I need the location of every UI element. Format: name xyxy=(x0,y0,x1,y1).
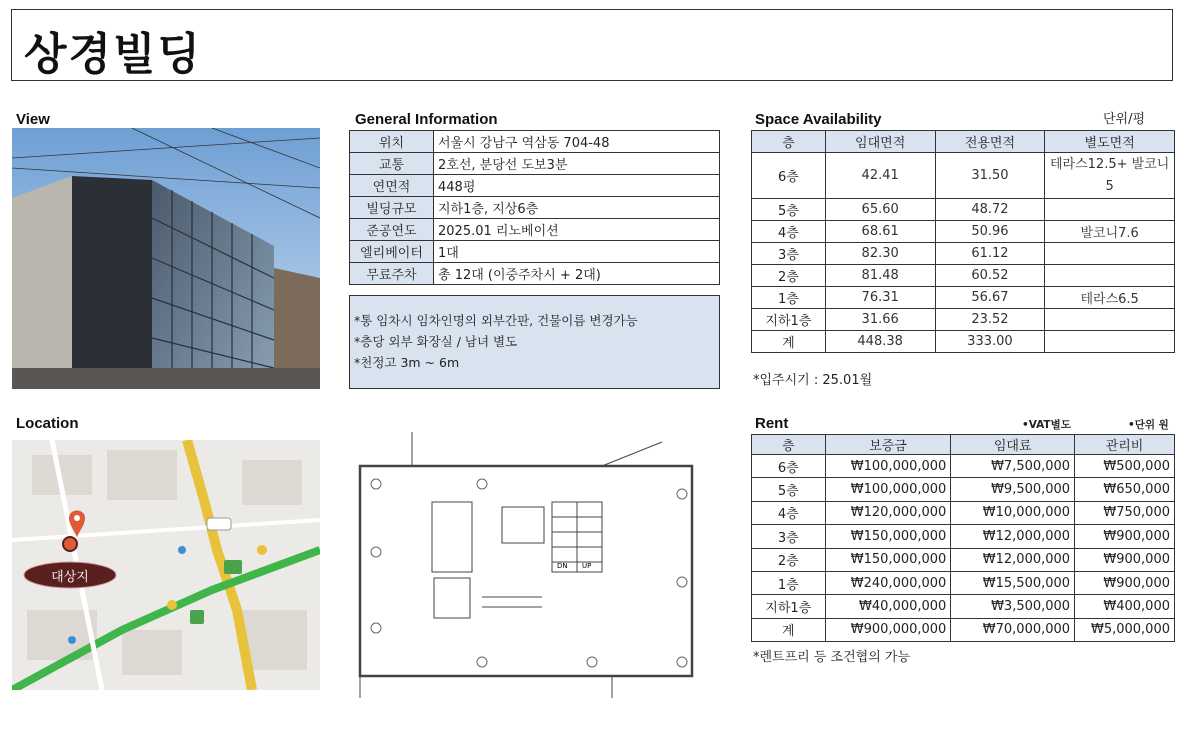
table-cell: 1층 xyxy=(752,287,826,309)
info-value: 총 12대 (이중주차시 + 2대) xyxy=(434,263,720,285)
table-row xyxy=(752,287,1175,309)
table-cell: 발코니7.6 xyxy=(1045,221,1175,243)
info-key: 교통 xyxy=(350,153,434,175)
table-cell: 3층 xyxy=(752,525,826,548)
table-row xyxy=(752,455,1175,478)
rent-footnote: *렌트프리 등 조건협의 가능 xyxy=(753,650,911,665)
table-cell xyxy=(1045,199,1175,221)
table-cell: 5층 xyxy=(752,199,826,221)
table-cell: 56.67 xyxy=(935,287,1045,309)
table-row xyxy=(350,175,720,197)
table-row xyxy=(752,525,1175,548)
table-cell: 6층 xyxy=(752,455,826,478)
table-cell: ₩15,500,000 xyxy=(951,571,1075,594)
general-info-table xyxy=(349,130,720,285)
table-cell: ₩900,000 xyxy=(1075,525,1175,548)
table-cell: 31.50 xyxy=(935,153,1045,199)
table-cell: ₩100,000,000 xyxy=(825,478,951,501)
info-key: 위치 xyxy=(350,131,434,153)
table-cell: 지하1층 xyxy=(752,595,826,618)
table-row xyxy=(752,221,1175,243)
table-cell: ₩500,000 xyxy=(1075,455,1175,478)
column-header: 임대료 xyxy=(951,435,1075,455)
location-heading: Location xyxy=(16,415,79,432)
table-row xyxy=(752,571,1175,594)
rent-unit-note: •단위 원 xyxy=(1128,419,1169,431)
column-header: 별도면적 xyxy=(1045,131,1175,153)
info-key: 연면적 xyxy=(350,175,434,197)
table-row xyxy=(350,153,720,175)
table-cell: 6층 xyxy=(752,153,826,199)
column-header: 임대면적 xyxy=(825,131,935,153)
table-row xyxy=(350,241,720,263)
table-cell: ₩900,000,000 xyxy=(825,618,951,641)
table-cell: ₩650,000 xyxy=(1075,478,1175,501)
table-cell: ₩900,000 xyxy=(1075,548,1175,571)
table-cell: ₩750,000 xyxy=(1075,501,1175,524)
table-cell: ₩40,000,000 xyxy=(825,595,951,618)
info-value: 448평 xyxy=(434,175,720,197)
table-cell: ₩400,000 xyxy=(1075,595,1175,618)
table-row xyxy=(752,199,1175,221)
table-cell xyxy=(1045,331,1175,353)
table-row xyxy=(752,243,1175,265)
table-cell: 4층 xyxy=(752,221,826,243)
table-cell: 테라스12.5+ 발코니5 xyxy=(1045,153,1175,199)
notes-box xyxy=(349,295,720,389)
table-row xyxy=(752,153,1175,199)
table-cell xyxy=(1045,243,1175,265)
table-cell: 60.52 xyxy=(935,265,1045,287)
table-cell: ₩240,000,000 xyxy=(825,571,951,594)
table-row xyxy=(350,131,720,153)
table-cell: ₩7,500,000 xyxy=(951,455,1075,478)
table-cell: 31.66 xyxy=(825,309,935,331)
table-cell: 448.38 xyxy=(825,331,935,353)
table-cell: ₩9,500,000 xyxy=(951,478,1075,501)
table-cell: 333.00 xyxy=(935,331,1045,353)
table-cell: ₩150,000,000 xyxy=(825,525,951,548)
table-cell: 지하1층 xyxy=(752,309,826,331)
table-row xyxy=(752,595,1175,618)
note-line: *층당 외부 화장실 / 남녀 별도 xyxy=(354,334,518,349)
building-photo xyxy=(12,128,320,389)
table-cell: ₩120,000,000 xyxy=(825,501,951,524)
table-cell: ₩12,000,000 xyxy=(951,548,1075,571)
page-title: 상경빌딩 xyxy=(24,29,203,80)
space-table xyxy=(751,130,1175,353)
location-map xyxy=(12,440,320,690)
column-header: 보증금 xyxy=(825,435,951,455)
column-header: 층 xyxy=(752,435,826,455)
info-key: 준공연도 xyxy=(350,219,434,241)
info-value: 2025.01 리노베이션 xyxy=(434,219,720,241)
table-cell: 계 xyxy=(752,331,826,353)
table-cell: 4층 xyxy=(752,501,826,524)
table-cell: 61.12 xyxy=(935,243,1045,265)
table-row xyxy=(752,265,1175,287)
table-cell xyxy=(1045,309,1175,331)
table-cell: ₩5,000,000 xyxy=(1075,618,1175,641)
space-heading: Space Availability xyxy=(755,111,882,128)
column-header: 층 xyxy=(752,131,826,153)
table-cell: 2층 xyxy=(752,548,826,571)
table-cell xyxy=(1045,265,1175,287)
table-cell: 48.72 xyxy=(935,199,1045,221)
table-cell: ₩3,500,000 xyxy=(951,595,1075,618)
table-row xyxy=(350,197,720,219)
table-row xyxy=(752,331,1175,353)
dn-label: DN xyxy=(557,562,568,570)
table-cell: 42.41 xyxy=(825,153,935,199)
table-cell: ₩70,000,000 xyxy=(951,618,1075,641)
up-label: UP xyxy=(582,562,592,570)
table-cell: 1층 xyxy=(752,571,826,594)
space-unit: 단위/평 xyxy=(1103,112,1146,127)
table-row xyxy=(752,618,1175,641)
table-cell: 5층 xyxy=(752,478,826,501)
table-row xyxy=(350,219,720,241)
table-cell: 테라스6.5 xyxy=(1045,287,1175,309)
note-line: *천정고 3m ~ 6m xyxy=(354,355,460,370)
table-row xyxy=(752,309,1175,331)
table-cell: 82.30 xyxy=(825,243,935,265)
rent-table xyxy=(751,434,1175,642)
table-cell: 계 xyxy=(752,618,826,641)
floor-plan xyxy=(352,432,724,698)
info-value: 1대 xyxy=(434,241,720,263)
table-cell: 65.60 xyxy=(825,199,935,221)
table-cell: 81.48 xyxy=(825,265,935,287)
info-value: 지하1층, 지상6층 xyxy=(434,197,720,219)
target-marker-label: 대상지 xyxy=(51,570,89,585)
info-value: 서울시 강남구 역삼동 704-48 xyxy=(434,131,720,153)
info-key: 빌딩규모 xyxy=(350,197,434,219)
table-row xyxy=(752,478,1175,501)
column-header: 관리비 xyxy=(1075,435,1175,455)
table-cell: 68.61 xyxy=(825,221,935,243)
view-heading: View xyxy=(16,111,50,128)
table-cell: ₩150,000,000 xyxy=(825,548,951,571)
general-info-heading: General Information xyxy=(355,111,498,128)
note-line: *통 임차시 임차인명의 외부간판, 건물이름 변경가능 xyxy=(354,313,638,328)
table-row xyxy=(350,263,720,285)
table-cell: ₩12,000,000 xyxy=(951,525,1075,548)
table-cell: 2층 xyxy=(752,265,826,287)
space-footnote: *입주시기 : 25.01월 xyxy=(753,373,873,388)
title-box xyxy=(11,9,1173,81)
table-cell: ₩900,000 xyxy=(1075,571,1175,594)
table-cell: 50.96 xyxy=(935,221,1045,243)
table-row xyxy=(752,501,1175,524)
info-value: 2호선, 분당선 도보3분 xyxy=(434,153,720,175)
table-cell: ₩100,000,000 xyxy=(825,455,951,478)
column-header: 전용면적 xyxy=(935,131,1045,153)
rent-heading: Rent xyxy=(755,415,789,432)
table-row xyxy=(752,548,1175,571)
rent-vat-note: •VAT별도 xyxy=(1022,419,1071,431)
table-cell: 23.52 xyxy=(935,309,1045,331)
info-key: 무료주차 xyxy=(350,263,434,285)
info-key: 엘리베이터 xyxy=(350,241,434,263)
table-cell: ₩10,000,000 xyxy=(951,501,1075,524)
table-cell: 3층 xyxy=(752,243,826,265)
table-cell: 76.31 xyxy=(825,287,935,309)
